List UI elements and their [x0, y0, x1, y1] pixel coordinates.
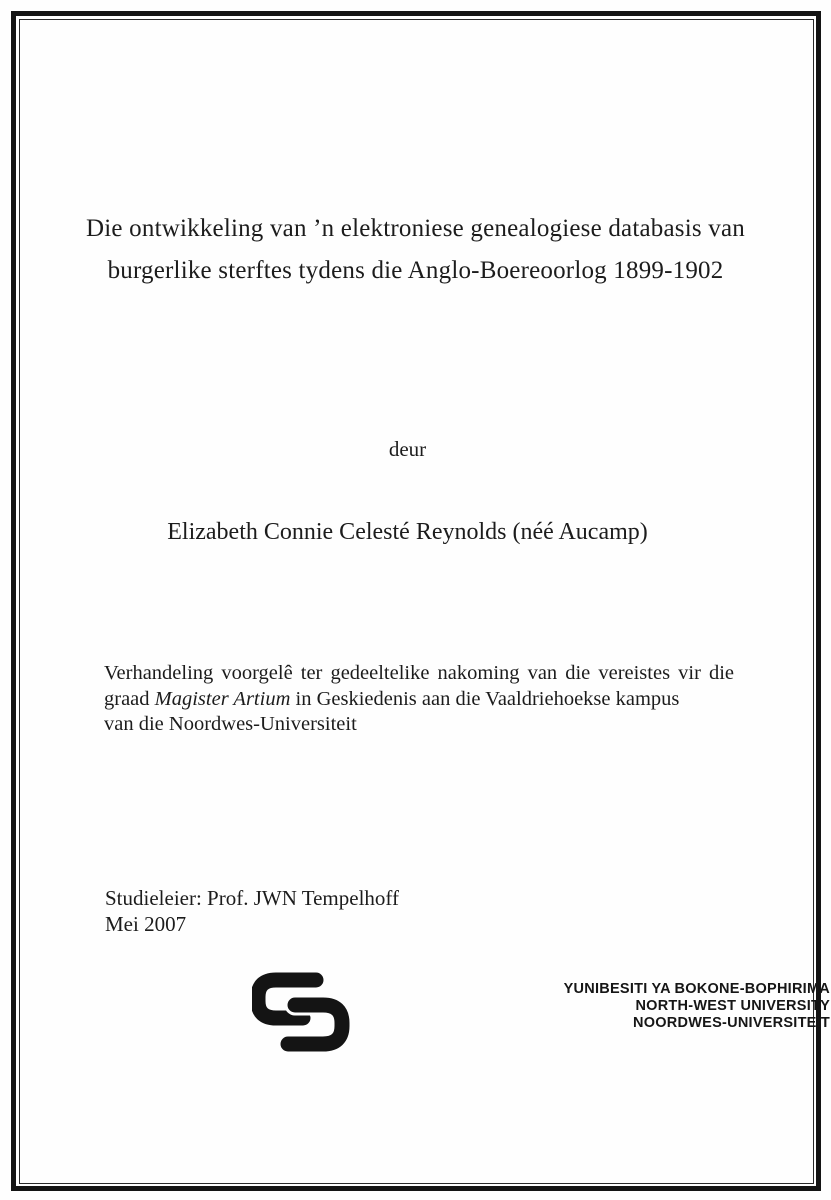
- thesis-title-line-1: Die ontwikkeling van ’n elektroniese genealogiese databasis van: [86, 215, 745, 242]
- logo-text-english: NORTH-WEST UNIVERSITY: [635, 998, 830, 1014]
- logo-text-afrikaans: NOORDWES-UNIVERSITEIT: [633, 1015, 830, 1031]
- author-name: Elizabeth Connie Celesté Reynolds (néé Aucamp): [167, 519, 648, 545]
- university-logo-text: [314, 981, 830, 1032]
- logo-text-setswana: YUNIBESITI YA BOKONE-BOPHIRIMA: [563, 981, 830, 997]
- submission-statement: [104, 661, 734, 738]
- date-line: Mei 2007: [105, 912, 187, 936]
- statement-line-1: Verhandeling voorgelê ter gedeeltelike nakoming van die vereistes vir die: [104, 662, 734, 684]
- statement-line-3: van die Noordwes-Universiteit: [104, 713, 357, 735]
- university-logo: [252, 968, 830, 1060]
- thesis-title: [0, 208, 831, 292]
- thesis-title-line-2: burgerlike sterftes tydens die Anglo-Boereoorlog 1899-1902: [107, 257, 724, 284]
- statement-line-2-pre: graad: [104, 687, 150, 710]
- statement-line-2: [104, 687, 734, 713]
- supervisor-line: Studieleier: Prof. JWN Tempelhoff: [105, 886, 400, 910]
- degree-name: Magister Artium: [154, 687, 291, 710]
- statement-line-2-post: in Geskiedenis aan die Vaaldriehoekse kampus: [295, 687, 680, 710]
- byline-deur: deur: [388, 437, 427, 461]
